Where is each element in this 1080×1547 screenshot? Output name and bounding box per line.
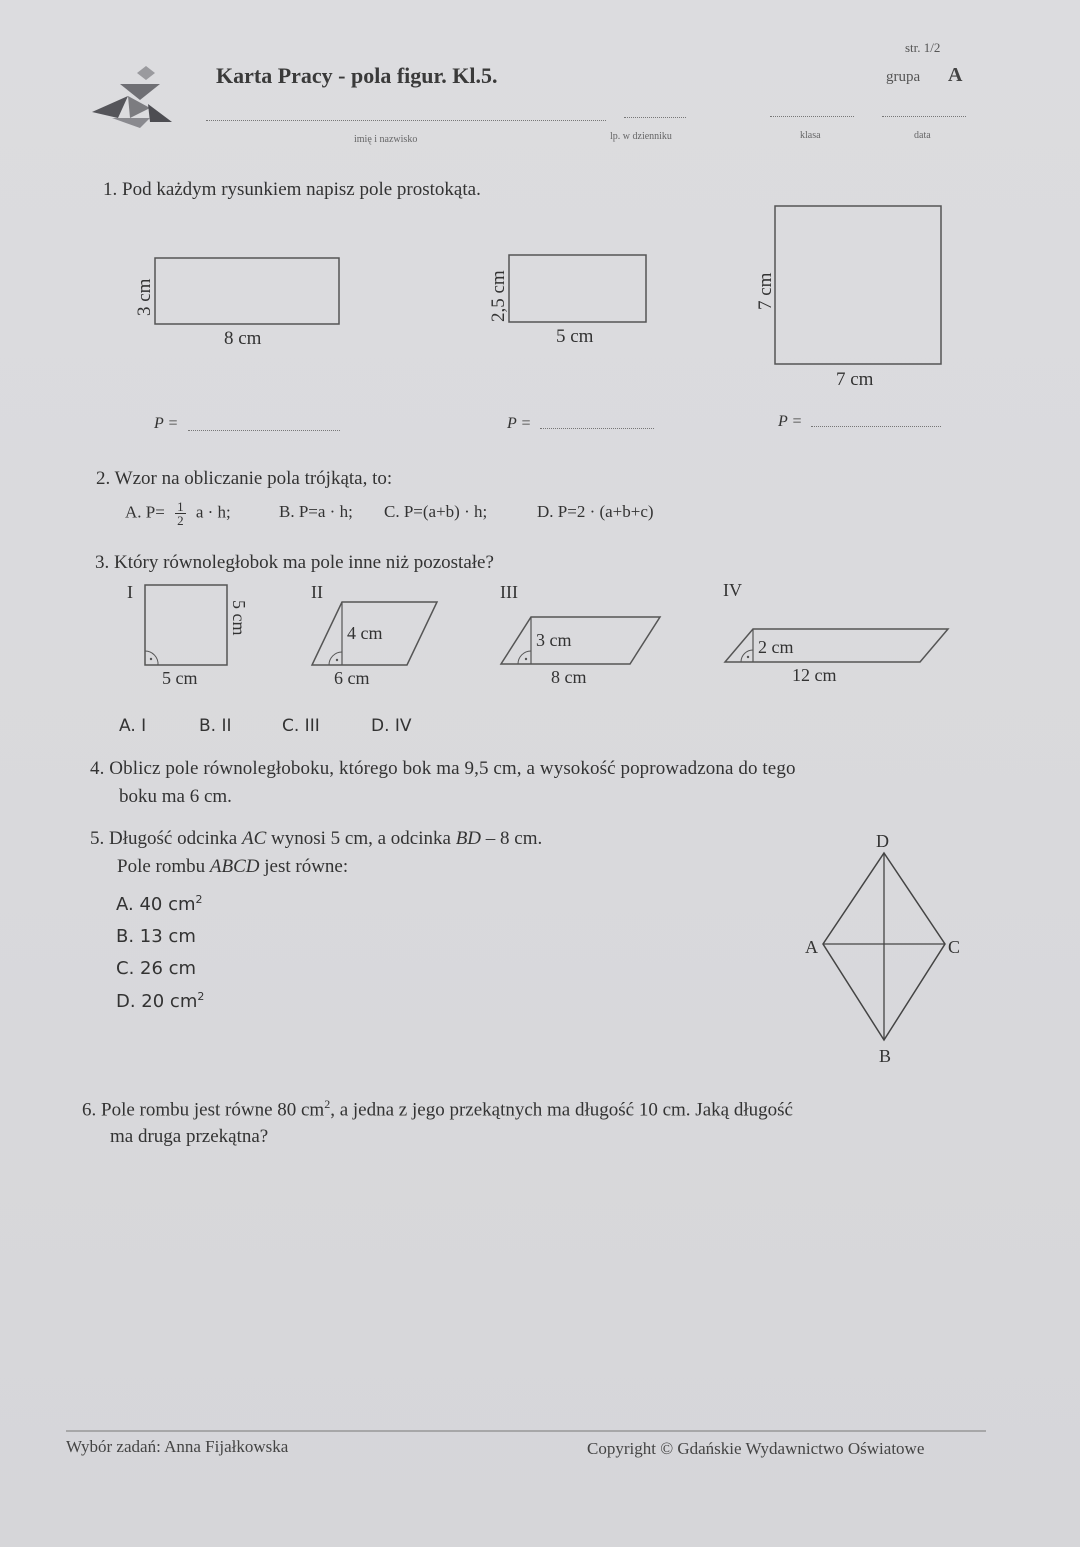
option-a-suffix: a · h; bbox=[195, 502, 231, 522]
footer-author: Wybór zadań: Anna Fijałkowska bbox=[66, 1437, 289, 1456]
vertex-d-label: D bbox=[876, 831, 889, 851]
date-line[interactable] bbox=[882, 116, 966, 117]
rect1-width-label: 8 cm bbox=[224, 328, 262, 349]
vertex-b-label: B bbox=[879, 1046, 892, 1066]
class-line[interactable] bbox=[770, 116, 854, 117]
task3-answer-b[interactable]: B. II bbox=[199, 716, 232, 736]
task5-line1-a: 5. Długość odcinka bbox=[90, 828, 238, 849]
rectangle-1 bbox=[155, 258, 339, 324]
area3-answer-line[interactable] bbox=[811, 426, 941, 427]
task3-text: 3. Który równoległobok ma pole inne niż pozostałe? bbox=[95, 552, 494, 573]
fig2-base-label: 6 cm bbox=[334, 668, 370, 688]
fig2-height-label: 4 cm bbox=[347, 623, 383, 643]
area1-answer-line[interactable] bbox=[188, 430, 340, 431]
option-a-sup: 2 bbox=[195, 893, 203, 906]
task2-option-c[interactable]: C. P=(a+b) · h; bbox=[384, 502, 488, 521]
fig1-side-label: 5 cm bbox=[229, 600, 249, 636]
task5-line1 bbox=[90, 828, 542, 850]
task5-option-d[interactable] bbox=[116, 990, 204, 1012]
task3-answer-a[interactable]: A. I bbox=[119, 716, 147, 736]
square-3 bbox=[775, 206, 941, 364]
fig4-height-label: 2 cm bbox=[758, 637, 794, 657]
task5-line1-c: – 8 cm. bbox=[485, 828, 543, 849]
fig1-label: I bbox=[127, 582, 133, 602]
segment-bd: BD bbox=[455, 828, 482, 849]
segment-ac: AC bbox=[241, 828, 267, 849]
parallelogram-3 bbox=[501, 617, 660, 664]
option-d-text: D. 20 cm bbox=[116, 991, 198, 1012]
area1-label: P = bbox=[154, 415, 179, 432]
rect2-width-label: 5 cm bbox=[556, 326, 594, 347]
task3-answer-c[interactable]: C. III bbox=[282, 716, 320, 736]
task2-option-a[interactable] bbox=[125, 500, 231, 527]
vertex-a-label: A bbox=[805, 937, 818, 957]
task5-line2-a: Pole rombu bbox=[117, 856, 206, 877]
option-a-text: A. 40 cm bbox=[116, 894, 196, 915]
date-field-label: data bbox=[914, 130, 931, 141]
task5-option-c[interactable]: C. 26 cm bbox=[116, 958, 197, 979]
area2-answer-line[interactable] bbox=[540, 428, 654, 429]
task6-line1-a: 6. Pole rombu jest równe 80 cm bbox=[82, 1099, 325, 1121]
task4-line1: 4. Oblicz pole równoległoboku, którego bok ma 9,5 cm, a wysokość poprowadzona do tego bbox=[90, 758, 796, 779]
fig2-label: II bbox=[311, 582, 323, 602]
name-line[interactable] bbox=[206, 120, 606, 121]
fraction-one-half bbox=[175, 500, 186, 527]
fig4-base-label: 12 cm bbox=[792, 665, 837, 685]
fig3-label: III bbox=[500, 582, 518, 602]
rect2-height-label: 2,5 cm bbox=[488, 270, 509, 322]
fraction-denominator: 2 bbox=[177, 513, 184, 528]
fig4-label: IV bbox=[723, 580, 742, 600]
task2-text: 2. Wzor na obliczanie pola trójkąta, to: bbox=[96, 468, 393, 489]
task5-option-b[interactable]: B. 13 cm bbox=[116, 926, 196, 947]
task5-line1-b: wynosi 5 cm, a odcinka bbox=[271, 828, 451, 849]
task2-option-b[interactable]: B. P=a · h; bbox=[279, 502, 353, 521]
rect3-width-label: 7 cm bbox=[836, 369, 874, 390]
task4-line2: boku ma 6 cm. bbox=[119, 786, 232, 807]
number-line[interactable] bbox=[624, 117, 686, 118]
fig1-base-label: 5 cm bbox=[162, 668, 198, 688]
task2-option-d[interactable]: D. P=2 · (a+b+c) bbox=[537, 502, 654, 521]
fig3-base-label: 8 cm bbox=[551, 667, 587, 687]
task5-line2-b: jest równe: bbox=[264, 856, 349, 877]
rect3-height-label: 7 cm bbox=[755, 272, 776, 310]
footer-copyright: Copyright © Gdańskie Wydawnictwo Oświatowe bbox=[587, 1439, 925, 1458]
group-label: grupa bbox=[886, 69, 921, 85]
rectangle-2 bbox=[509, 255, 646, 322]
name-field-label: imię i nazwisko bbox=[354, 134, 418, 145]
fig3-height-label: 3 cm bbox=[536, 630, 572, 650]
option-a-prefix: A. P= bbox=[125, 502, 165, 522]
area2-label: P = bbox=[507, 415, 532, 432]
option-d-sup: 2 bbox=[197, 990, 205, 1003]
task5-option-a[interactable] bbox=[116, 893, 203, 915]
task6-line1 bbox=[82, 1097, 793, 1121]
task6-sup: 2 bbox=[324, 1097, 331, 1111]
task6-line2: ma druga przekątna? bbox=[110, 1126, 269, 1147]
rhombus-abcd bbox=[823, 853, 945, 1040]
page-number: str. 1/2 bbox=[905, 40, 941, 55]
task6-line1-b: , a jedna z jego przekątnych ma długość 10 cm. Jaką długość bbox=[330, 1099, 793, 1121]
number-field-label: lp. w dzienniku bbox=[610, 131, 672, 142]
group-value: A bbox=[948, 64, 963, 86]
page-title: Karta Pracy - pola figur. Kl.5. bbox=[216, 63, 498, 88]
rect1-height-label: 3 cm bbox=[134, 278, 155, 316]
task5-line2 bbox=[117, 856, 348, 878]
task1-text: 1. Pod każdym rysunkiem napisz pole prostokąta. bbox=[103, 179, 481, 200]
vertex-c-label: C bbox=[948, 937, 961, 957]
area3-label: P = bbox=[778, 413, 803, 430]
parallelogram-1 bbox=[145, 585, 227, 665]
fraction-numerator: 1 bbox=[177, 499, 184, 514]
rhombus-name: ABCD bbox=[209, 856, 260, 877]
task3-answer-d[interactable]: D. IV bbox=[371, 716, 412, 736]
class-field-label: klasa bbox=[800, 130, 821, 141]
